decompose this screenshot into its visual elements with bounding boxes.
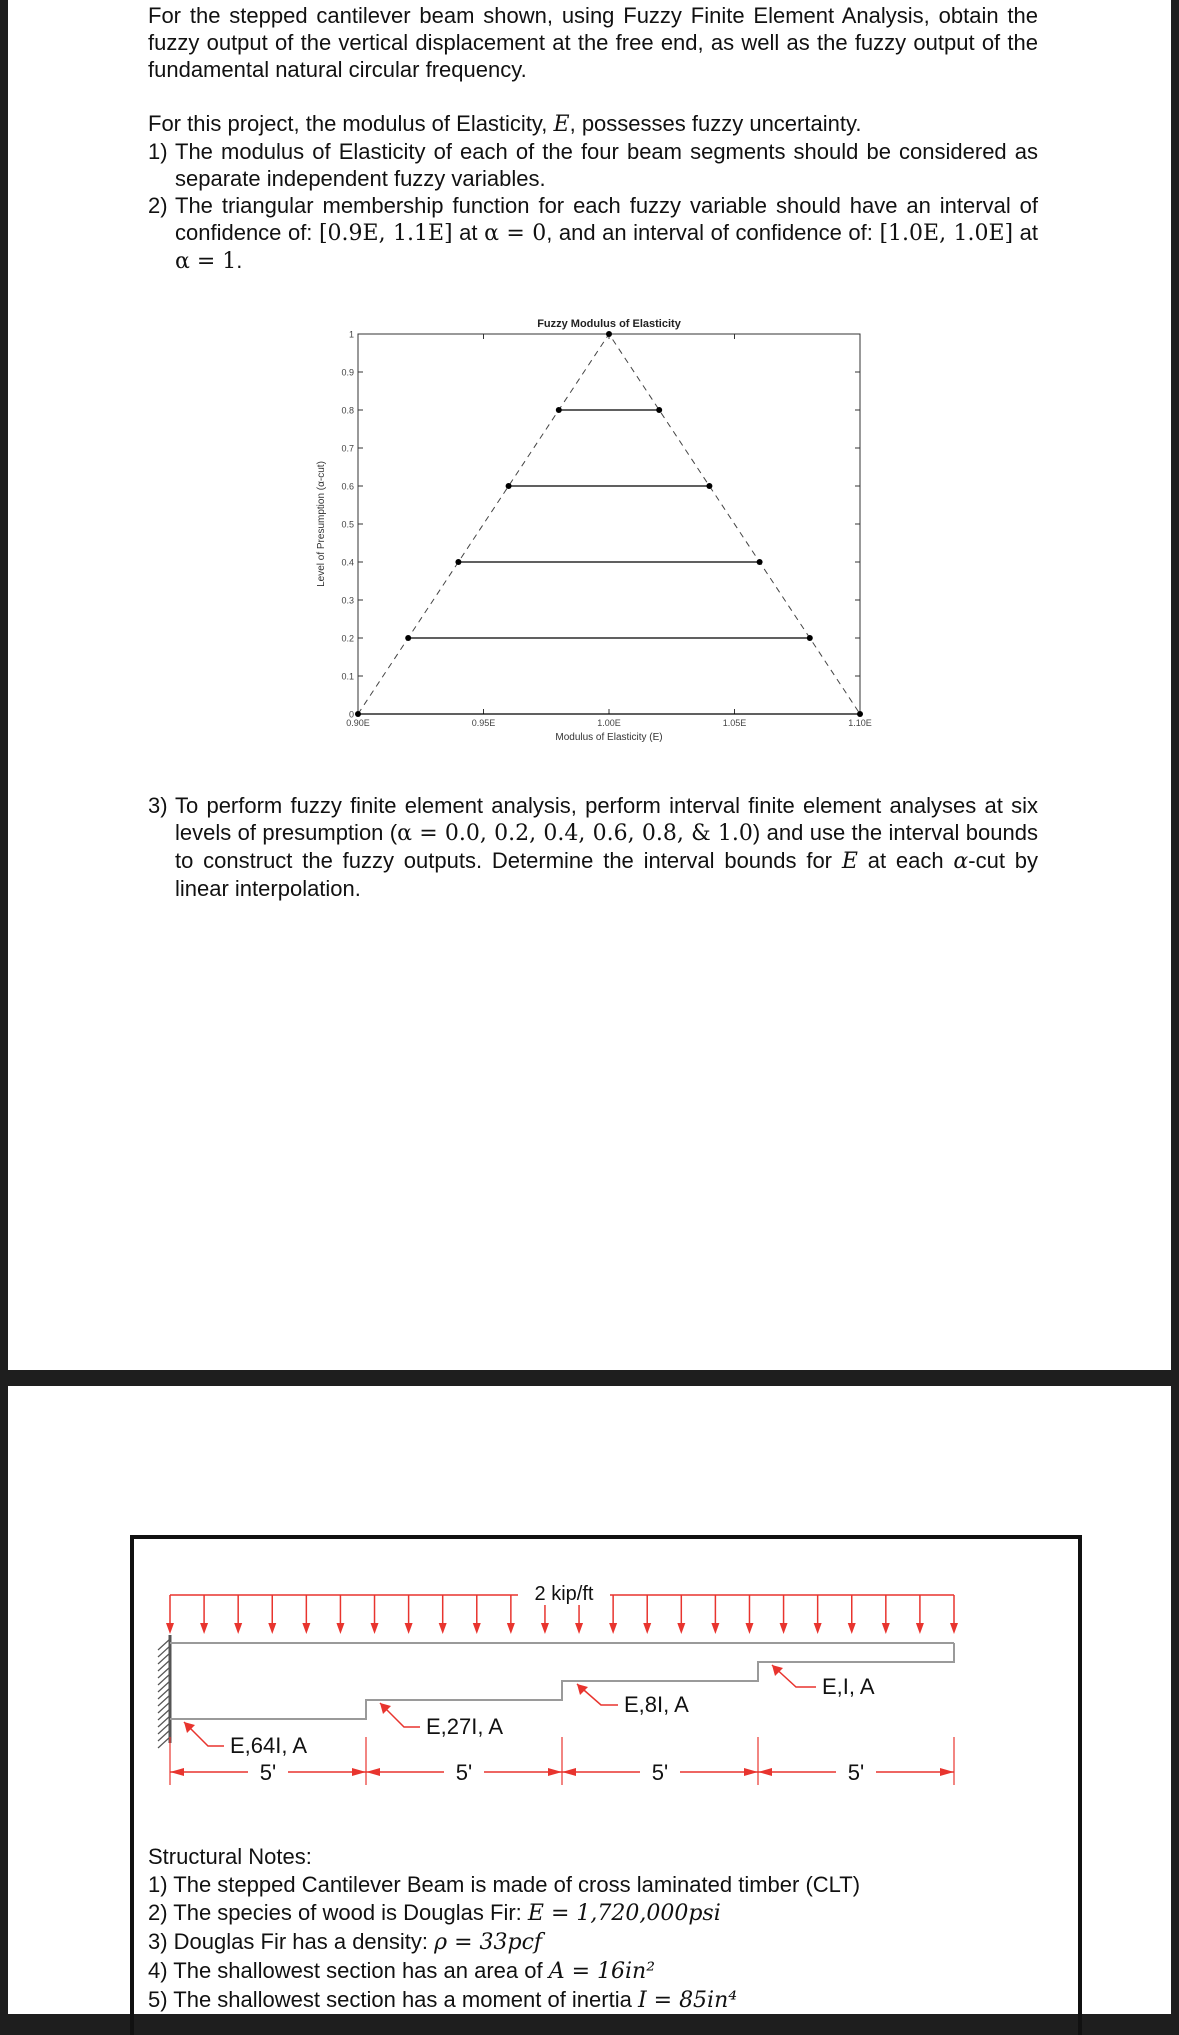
requirement-3: 3) To perform fuzzy finite element analysis, perform interval finite element analyses at six levels of presumption (α = 0.0, 0.2, 0.4, 0.6, 0.8, & 1.0) and use the interval bounds to construct the fuzzy outputs. Determine the interval bounds for E at each α-cut by linear interpolation. [148,793,1038,901]
load-arrow-head [575,1623,583,1634]
load-arrow-head [302,1623,310,1634]
chart-title: Fuzzy Modulus of Elasticity [537,318,681,330]
plot-area-frame [358,334,860,714]
alpha-cut-upper-point [857,711,863,717]
y-tick-label: 0.1 [341,671,354,682]
load-arrow-head [950,1623,958,1634]
load-arrow-head [541,1623,549,1634]
requirement-2: 2) The triangular membership function for each fuzzy variable should have an interval of confidence of: [0.9E, 1.1E] at α = 0, and an interval of confidence of: [1.0E, 1.0E] at α = 1. [148,193,1039,274]
section-label: E,8I, A [624,1692,689,1717]
load-arrow-head [609,1623,617,1634]
stepped-cantilever-beam-diagram [134,1539,1078,1839]
alpha-cut-lower-point [606,331,612,337]
load-arrow-head [200,1623,208,1634]
load-arrow-head [507,1623,515,1634]
section-label: E,27I, A [426,1714,504,1739]
alpha-cut-lower-point [455,559,461,565]
load-arrow-head [268,1623,276,1634]
x-tick-label: 0.90E [346,718,370,728]
dimension-arrowhead [366,1768,380,1776]
uncertainty-intro: For this project, the modulus of Elasticity, E, possesses fuzzy uncertainty. [148,111,862,137]
load-label: 2 kip/ft [534,1583,594,1605]
note-1: 1) The stepped Cantilever Beam is made of cross laminated timber (CLT) [148,1872,861,1897]
y-axis-label: Level of Presumption (α-cut) [316,461,327,587]
load-arrow-head [473,1623,481,1634]
load-arrow-head [371,1623,379,1634]
membership-function-line [358,334,860,714]
alpha-cut-upper-point [706,483,712,489]
note-2: 2) The species of wood is Douglas Fir: E = 1,720,000psi [148,1900,721,1926]
y-tick-label: 0.3 [341,595,354,606]
fuzzy-modulus-chart [308,312,888,752]
note-4: 4) The shallowest section has an area of A = 16in² [148,1958,656,1984]
load-arrow-head [848,1623,856,1634]
x-tick-label: 0.95E [471,718,496,728]
dimension-arrowhead [548,1768,562,1776]
document-page-1 [8,0,1171,1370]
dimension-arrowhead [562,1768,576,1776]
alpha-cut-upper-point [656,407,662,413]
dimension-arrowhead [758,1768,772,1776]
section-label-arrowhead [577,1684,588,1695]
requirement-1: 1) The modulus of Elasticity of each of the four beam segments should be considered as separate independent fuzzy variables. [148,139,1038,191]
uncertainty-section [148,110,1038,275]
load-arrow-head [711,1623,719,1634]
alpha-cut-lower-point [506,483,512,489]
dimension-arrowhead [170,1768,184,1776]
x-tick-label: 1.05E [722,718,747,728]
load-arrow-head [814,1623,822,1634]
notes-heading: Structural Notes: [148,1844,312,1869]
load-arrow-head [643,1623,651,1634]
load-arrow-head [882,1623,890,1634]
y-tick-label: 1 [348,329,354,340]
y-tick-label: 0.2 [341,633,354,644]
segment-length-label: 5' [847,1760,865,1785]
y-tick-label: 0.6 [341,481,354,492]
y-tick-label: 0 [348,709,354,720]
dimension-arrowhead [940,1768,954,1776]
load-arrow-head [405,1623,413,1634]
alpha-cut-upper-point [807,635,813,641]
load-arrow-head [916,1623,924,1634]
structural-notes [148,1843,1048,2015]
y-tick-label: 0.7 [341,443,354,454]
y-tick-label: 0.5 [341,519,354,530]
section-label: E,64I, A [230,1733,308,1758]
load-arrow-head [780,1623,788,1634]
alpha-cut-lower-point [405,635,411,641]
segment-length-label: 5' [651,1760,669,1785]
x-tick-label: 1.10E [848,718,872,728]
y-tick-label: 0.8 [341,405,354,416]
section-label: E,I, A [822,1674,875,1699]
intro-paragraph [148,2,1038,83]
dimension-arrowhead [352,1768,366,1776]
requirement-3-section [148,792,1038,902]
alpha-cut-upper-point [757,559,763,565]
y-tick-label: 0.9 [341,367,354,378]
requirements-list [148,138,1038,275]
dimension-arrowhead [744,1768,758,1776]
note-5: 5) The shallowest section has a moment of inertia I = 85in⁴ [148,1987,738,2013]
x-tick-label: 1.00E [597,718,621,728]
alpha-cut-lower-point [355,711,361,717]
load-arrow-head [166,1623,174,1634]
intro-text: For the stepped cantilever beam shown, using Fuzzy Finite Element Analysis, obtain the fuzzy output of the vertical displacement at the free end, as well as the fuzzy output of the fundamental natural circular frequency. [148,3,1038,82]
alpha-cut-lower-point [556,407,562,413]
x-axis-label: Modulus of Elasticity (E) [555,732,663,743]
load-arrow-head [745,1623,753,1634]
load-arrow-head [234,1623,242,1634]
load-arrow-head [336,1623,344,1634]
load-arrow-head [439,1623,447,1634]
document-page-2 [8,1386,1171,2014]
segment-length-label: 5' [455,1760,473,1785]
load-arrow-head [677,1623,685,1634]
y-tick-label: 0.4 [341,557,354,568]
segment-length-label: 5' [259,1760,277,1785]
note-3: 3) Douglas Fir has a density: ρ = 33pcf [148,1929,543,1955]
